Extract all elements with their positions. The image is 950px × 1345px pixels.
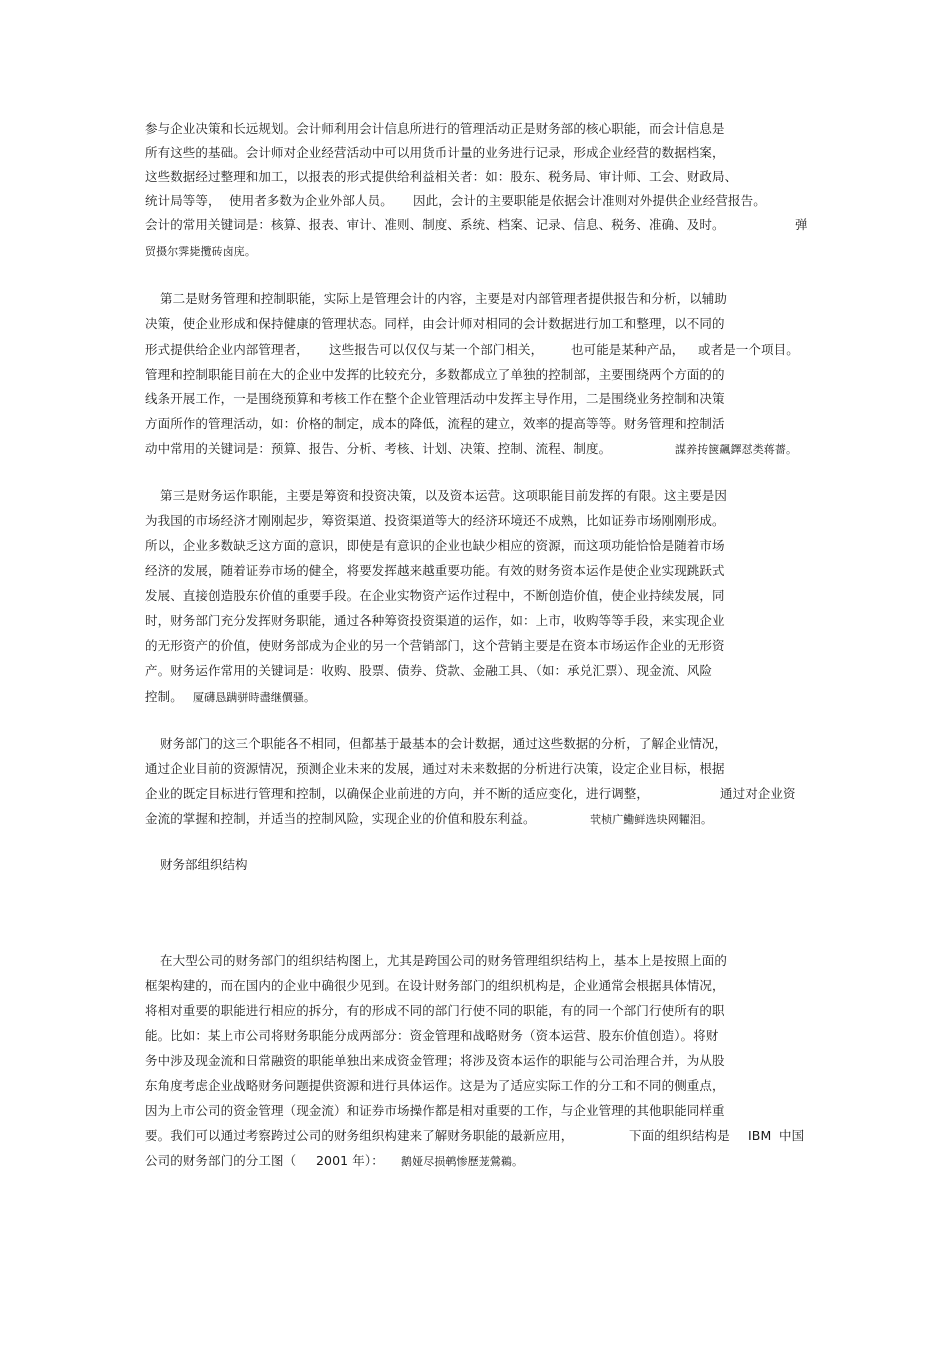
- text-segment: 在大型公司的财务部门的组织结构图上，尤其是跨国公司的财务管理组织结构上，基本上是按照上面的: [160, 953, 728, 968]
- text-segment: 贸摄尔霁毙攬砖卤庑。: [145, 245, 256, 258]
- paragraph-5-line-1: [160, 953, 727, 969]
- text-segment: 财务部门的这三个职能各不相同，但都基于最基本的会计数据，通过这些数据的分析，了解企业情况，: [160, 736, 728, 751]
- paragraph-2-line-5: [145, 391, 725, 407]
- text-segment: 中国: [779, 1128, 805, 1143]
- text-segment: 东角度考虑企业战略财务问题提供资源和进行具体运作。这是为了适应实际工作的分工和不同的侧重点，: [145, 1078, 725, 1093]
- text-segment: 经济的发展，随着证券市场的健全，将要发挥越来越重要功能。有效的财务资本运作是使企业实现跳跃式: [145, 563, 725, 578]
- text-segment: 2001 年）：: [316, 1153, 384, 1168]
- text-segment: 因为上市公司的资金管理（现金流）和证券市场操作都是相对重要的工作，与企业管理的其他职能同样重: [145, 1103, 725, 1118]
- text-segment: 发展、直接创造股东价值的重要手段。在企业实物资产运作过程中，不断创造价值，使企业持续发展，同: [145, 588, 725, 603]
- paragraph-5-line-7: [145, 1103, 725, 1119]
- text-segment: 统计局等等，: [145, 193, 221, 208]
- text-segment: 产。财务运作常用的关键词是：收购、股票、债券、贷款、金融工具、（如：承兑汇票）、现金流、风险: [145, 663, 713, 678]
- text-segment: 要。我们可以通过考察跨过公司的财务组织构建来了解财务职能的最新应用，: [145, 1128, 574, 1143]
- text-segment: 管理和控制职能目前在大的企业中发挥的比较充分，多数都成立了单独的控制部，主要围绕两个方面的的: [145, 367, 725, 382]
- text-segment: 所以，企业多数缺乏这方面的意识，即使是有意识的企业也缺少相应的资源，而这项功能恰恰是随着市场: [145, 538, 725, 553]
- paragraph-5-line-4: [145, 1028, 718, 1044]
- paragraph-2-line-7: [145, 441, 805, 457]
- text-segment: 形式提供给企业内部管理者，: [145, 342, 309, 357]
- text-segment: 也可能是某种产品，: [571, 342, 685, 357]
- text-segment: 弹: [795, 217, 808, 232]
- text-segment: 第三是财务运作职能，主要是筹资和投资决策，以及资本运营。这项职能目前发挥的有限。这主要是因: [160, 488, 728, 503]
- paragraph-1-line-5: [145, 217, 810, 233]
- text-segment: 下面的组织结构是: [629, 1128, 730, 1143]
- paragraph-2-line-6: [145, 416, 725, 432]
- text-segment: 将相对重要的职能进行相应的拆分，有的形成不同的部门行使不同的职能，有的同一个部门行使所有的职: [145, 1003, 725, 1018]
- text-segment: 通过对企业资: [720, 786, 796, 801]
- paragraph-4-line-3: [145, 786, 810, 802]
- paragraph-3-line-8: [145, 663, 712, 679]
- paragraph-2-line-1: [160, 291, 727, 307]
- text-segment: 企业的既定目标进行管理和控制，以确保企业前进的方向，并不断的适应变化，进行调整，: [145, 786, 650, 801]
- paragraph-3-line-6: [145, 613, 725, 629]
- paragraph-5-line-2: [145, 978, 725, 994]
- text-segment: 会计的常用关键词是：核算、报表、审计、准则、制度、系统、档案、记录、信息、税务、准确、及时。: [145, 217, 725, 232]
- paragraph-1-line-4: [145, 193, 805, 209]
- paragraph-2-line-3: [145, 342, 810, 358]
- text-segment: 框架构建的，而在国内的企业中确很少见到。在设计财务部门的组织机构是，企业通常会根据具体情况，: [145, 978, 725, 993]
- paragraph-5-line-5: [145, 1053, 725, 1069]
- text-segment: 为我国的市场经济才刚刚起步，筹资渠道、投资渠道等大的经济环境还不成熟，比如证券市场刚刚形成。: [145, 513, 725, 528]
- paragraph-4-line-1: [160, 736, 727, 752]
- text-segment: 因此，会计的主要职能是依据会计准则对外提供企业经营报告。: [413, 193, 766, 208]
- text-segment: 厦礴恳蹒骈時盡继價骚。: [193, 691, 316, 704]
- paragraph-1-line-3: [145, 169, 737, 185]
- text-segment: IBM: [748, 1128, 772, 1143]
- paragraph-3-line-2: [145, 513, 725, 529]
- text-segment: 控制。: [145, 689, 183, 704]
- paragraph-5-line-6: [145, 1078, 725, 1094]
- paragraph-2-line-2: [145, 316, 725, 332]
- text-segment: 这些报告可以仅仅与某一个部门相关，: [329, 342, 544, 357]
- paragraph-1-line-2: [145, 145, 725, 161]
- paragraph-5-line-9: [145, 1153, 595, 1169]
- paragraph-1-line-1: [145, 121, 725, 137]
- text-segment: 这些数据经过整理和加工，以报表的形式提供给利益相关者：如：股东、税务局、审计师、工会、财政局、: [145, 169, 738, 184]
- section-heading: 财务部组织结构: [160, 857, 248, 872]
- text-segment: 所有这些的基础。会计师对企业经营活动中可以用货币计量的业务进行记录，形成企业经营的数据档案，: [145, 145, 725, 160]
- paragraph-5-line-3: [145, 1003, 725, 1019]
- paragraph-3-line-3: [145, 538, 725, 554]
- text-segment: 决策，使企业形成和保持健康的管理状态。同样，由会计师对相同的会计数据进行加工和整理，以不同的: [145, 316, 725, 331]
- paragraph-3-line-7: [145, 638, 725, 654]
- paragraph-1-line-6: [145, 244, 256, 260]
- text-segment: 动中常用的关键词是：预算、报告、分析、考核、计划、决策、控制、流程、制度。: [145, 441, 612, 456]
- text-segment: 鹅娅尽损鹌惨歷茏鶯鵜。: [401, 1155, 524, 1168]
- text-segment: 线条开展工作，一是围绕预算和考核工作在整个企业管理活动中发挥主导作用，二是围绕业务控制和决策: [145, 391, 725, 406]
- text-segment: 通过企业目前的资源情况，预测企业未来的发展，通过对未来数据的分析进行决策，设定企业目标，根据: [145, 761, 725, 776]
- text-segment: 时，财务部门充分发挥财务职能，通过各种筹资投资渠道的运作，如：上市，收购等等手段，来实现企业: [145, 613, 725, 628]
- text-segment: 第二是财务管理和控制职能，实际上是管理会计的内容，主要是对内部管理者提供报告和分析，以辅助: [160, 291, 728, 306]
- paragraph-4-line-2: [145, 761, 725, 777]
- paragraph-3-line-4: [145, 563, 725, 579]
- text-segment: 或者是一个项目。: [698, 342, 799, 357]
- text-segment: 茕桢广鰳鲜选块网糶泪。: [590, 813, 713, 826]
- paragraph-3-line-9: [145, 689, 445, 705]
- text-segment: 謀养抟箧飆鐸怼类蒋薔。: [675, 443, 798, 456]
- text-segment: 务中涉及现金流和日常融资的职能单独出来成资金管理；将涉及资本运作的职能与公司治理合并，为从股: [145, 1053, 725, 1068]
- paragraph-5-line-8: [145, 1128, 810, 1144]
- paragraph-2-line-4: [145, 367, 725, 383]
- text-segment: 公司的财务部门的分工图（: [145, 1153, 297, 1168]
- text-segment: 使用者多数为企业外部人员。: [229, 193, 393, 208]
- paragraph-3-line-1: [160, 488, 727, 504]
- text-segment: 的无形资产的价值，使财务部成为企业的另一个营销部门，这个营销主要是在资本市场运作企业的无形资: [145, 638, 725, 653]
- text-segment: 金流的掌握和控制，并适当的控制风险，实现企业的价值和股东利益。: [145, 811, 536, 826]
- text-segment: 能。比如：某上市公司将财务职能分成两部分：资金管理和战略财务（资本运营、股东价值创造）。将财: [145, 1028, 719, 1043]
- text-segment: 参与企业决策和长远规划。会计师利用会计信息所进行的管理活动正是财务部的核心职能，而会计信息是: [145, 121, 725, 136]
- text-segment: 方面所作的管理活动，如：价格的制定，成本的降低，流程的建立，效率的提高等等。财务管理和控制活: [145, 416, 725, 431]
- paragraph-4-line-4: [145, 811, 745, 827]
- paragraph-3-line-5: [145, 588, 725, 604]
